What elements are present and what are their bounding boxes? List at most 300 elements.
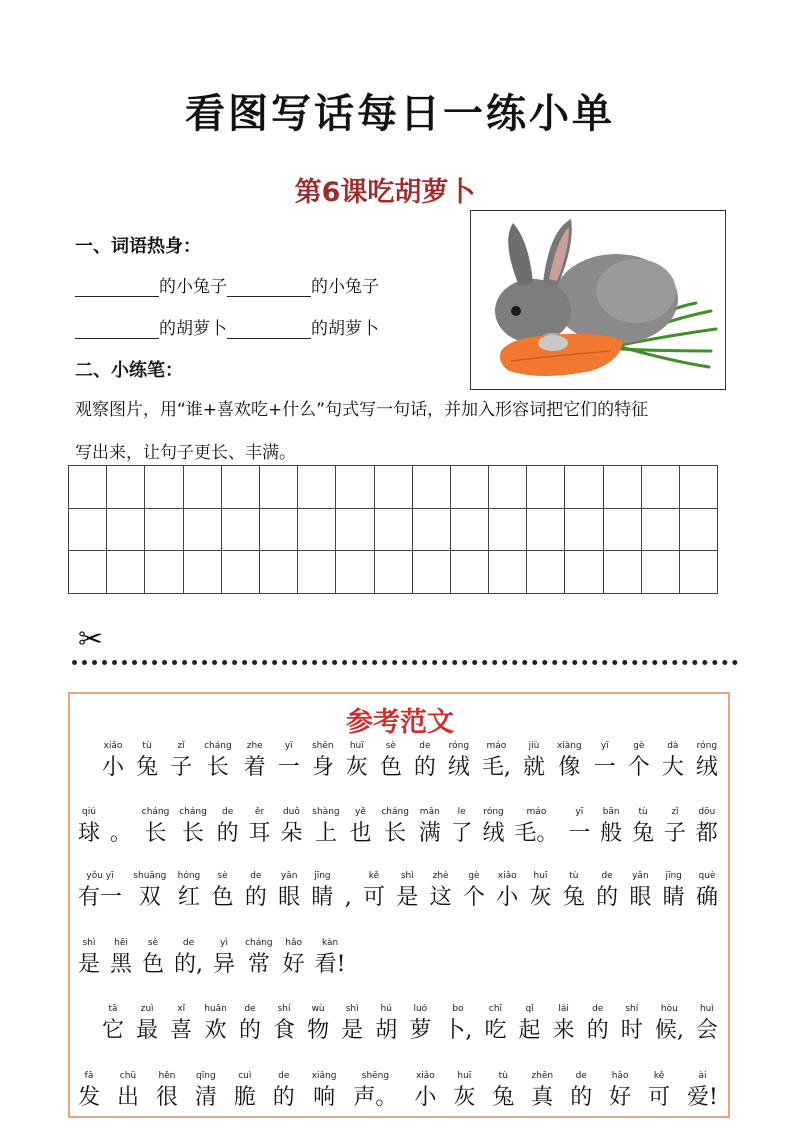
hanzi: 个: [627, 755, 650, 780]
pinyin-char: [629, 870, 651, 913]
pinyin: shì: [400, 871, 414, 881]
phrase: 的小兔子: [159, 277, 227, 297]
pinyin-char: [443, 1003, 472, 1046]
grid-cell[interactable]: [489, 466, 527, 509]
pinyin-char: [570, 1070, 592, 1113]
grid-cell[interactable]: [450, 551, 488, 594]
pinyin: yī: [575, 807, 584, 817]
pinyin: hēi: [114, 938, 128, 948]
hanzi: 一: [277, 755, 300, 780]
grid-cell[interactable]: [107, 551, 145, 594]
pinyin: xiǎo: [103, 741, 123, 751]
grid-cell[interactable]: [527, 508, 565, 551]
pinyin: de: [182, 938, 195, 948]
pinyin-char: [346, 740, 368, 783]
blank[interactable]: [227, 322, 311, 339]
pinyin: róng: [483, 807, 504, 817]
pinyin-char: [234, 1070, 256, 1113]
pinyin: huān: [204, 1004, 227, 1014]
pinyin: shí: [625, 1004, 639, 1014]
grid-row: [69, 508, 718, 551]
hanzi: 一: [568, 821, 591, 846]
grid-cell[interactable]: [680, 508, 718, 551]
pinyin-char: [663, 870, 685, 913]
pinyin: cháng: [245, 938, 273, 948]
hanzi: 眼: [629, 885, 652, 910]
pinyin-char: [179, 806, 207, 849]
pinyin-char: [409, 1003, 431, 1046]
pinyin: jiù: [528, 741, 540, 751]
hanzi: 喜: [170, 1018, 193, 1043]
pinyin-char: [78, 1070, 100, 1113]
pinyin: huì: [699, 1004, 714, 1014]
hanzi: 色: [142, 952, 165, 977]
pinyin: yì: [220, 938, 228, 948]
pinyin-char: [557, 740, 582, 783]
phrase: 的胡萝卜: [159, 319, 227, 339]
grid-cell[interactable]: [69, 466, 107, 509]
pinyin: huī: [349, 741, 364, 751]
hanzi: 物: [307, 1018, 330, 1043]
grid-cell[interactable]: [107, 508, 145, 551]
hanzi: 萝: [409, 1018, 432, 1043]
grid-cell[interactable]: [603, 466, 641, 509]
pinyin-char: [136, 740, 158, 783]
pinyin: yī: [284, 741, 293, 751]
pinyin-char: [380, 740, 402, 783]
grid-cell[interactable]: [259, 551, 297, 594]
pinyin-char: [696, 870, 718, 913]
pinyin: kě: [653, 1071, 665, 1081]
grid-cell[interactable]: [450, 508, 488, 551]
pinyin-char: [609, 1070, 631, 1113]
hanzi: 的: [244, 885, 267, 910]
pinyin-char: [483, 806, 505, 849]
pinyin-char: [78, 806, 100, 849]
grid-cell[interactable]: [69, 551, 107, 594]
grid-cell[interactable]: [450, 466, 488, 509]
pinyin: xiǎo: [497, 871, 517, 881]
pinyin-char: [568, 806, 590, 849]
hanzi: 确: [695, 885, 718, 910]
hanzi: 出: [116, 1085, 139, 1110]
pinyin-char: [142, 806, 170, 849]
pinyin: máo: [486, 741, 507, 751]
grid-cell[interactable]: [221, 508, 259, 551]
hanzi: 好: [282, 952, 305, 977]
hanzi: 很: [155, 1085, 178, 1110]
pinyin-char: [102, 1003, 124, 1046]
pinyin-char: [484, 1003, 506, 1046]
pinyin: hú: [380, 1004, 392, 1014]
pinyin: ài: [698, 1071, 707, 1081]
pinyin: wù: [311, 1004, 325, 1014]
hanzi: 异: [213, 952, 236, 977]
hanzi: 红: [177, 885, 200, 910]
pinyin: què: [698, 871, 716, 881]
pinyin-char: [687, 1070, 718, 1113]
hanzi: 好: [609, 1085, 632, 1110]
grid-cell[interactable]: [374, 551, 412, 594]
pinyin-char: [312, 1070, 337, 1113]
grid-cell[interactable]: [565, 508, 603, 551]
hanzi: 兔: [492, 1085, 515, 1110]
hanzi: 来: [552, 1018, 575, 1043]
hanzi: 灰: [453, 1085, 476, 1110]
hanzi: 会: [695, 1018, 718, 1043]
pinyin: de: [278, 1071, 290, 1081]
hanzi: 是: [78, 952, 101, 977]
hanzi: 一: [593, 755, 616, 780]
hanzi: 长: [384, 821, 407, 846]
pinyin: qīng: [196, 1071, 216, 1081]
hanzi: 睛: [311, 885, 334, 910]
pinyin: yǎn: [280, 871, 298, 881]
pinyin-char: [381, 806, 409, 849]
pinyin-char: [249, 806, 271, 849]
grid-cell[interactable]: [374, 508, 412, 551]
pinyin: duǒ: [282, 807, 300, 817]
pinyin: yǒu yī: [86, 871, 114, 881]
pinyin: máo: [526, 807, 547, 817]
hanzi: 欢: [204, 1018, 227, 1043]
pinyin: shuāng: [133, 871, 167, 881]
pinyin: xiǎng: [311, 1071, 337, 1081]
hanzi: 黑: [110, 952, 133, 977]
grid-cell[interactable]: [565, 466, 603, 509]
section2-heading: 二、小练笔：: [75, 360, 183, 381]
hanzi: 子: [663, 821, 686, 846]
hanzi: 满: [418, 821, 441, 846]
pinyin: gè: [468, 871, 480, 881]
pinyin-char: [217, 806, 239, 849]
grid-cell[interactable]: [221, 551, 259, 594]
hanzi: 发: [78, 1085, 101, 1110]
pinyin: xǐ: [177, 1004, 186, 1014]
grid-cell[interactable]: [374, 466, 412, 509]
grid-cell[interactable]: [221, 466, 259, 509]
pinyin: shēng: [361, 1071, 390, 1081]
grid-cell[interactable]: [145, 508, 183, 551]
pinyin: zǐ: [177, 741, 185, 751]
pinyin-char: [204, 1003, 227, 1046]
grid-cell[interactable]: [412, 551, 450, 594]
pinyin-char: [278, 870, 300, 913]
pinyin-char: [245, 937, 273, 980]
grid-cell[interactable]: [641, 508, 679, 551]
pinyin-char: [375, 1003, 397, 1046]
pinyin-char: [414, 1070, 436, 1113]
grid-cell[interactable]: [183, 466, 221, 509]
pinyin-char: [628, 740, 650, 783]
pinyin: hóng: [177, 871, 201, 881]
pinyin-char: [482, 740, 511, 783]
hanzi: 绒: [482, 821, 505, 846]
grid-cell[interactable]: [412, 508, 450, 551]
grid-row: [69, 551, 718, 594]
blank[interactable]: [75, 322, 159, 339]
grid-cell[interactable]: [259, 466, 297, 509]
hanzi: 色: [211, 885, 234, 910]
pinyin: sè: [147, 938, 159, 948]
hanzi: 这: [429, 885, 452, 910]
pinyin: xiàng: [556, 741, 582, 751]
hanzi: 声。: [353, 1085, 398, 1110]
hanzi: 的: [586, 1018, 609, 1043]
pinyin-char: [204, 740, 232, 783]
grid-cell[interactable]: [107, 466, 145, 509]
hanzi: 了: [450, 821, 473, 846]
hanzi: 个: [462, 885, 485, 910]
pinyin: qǐ: [525, 1004, 534, 1014]
pinyin-char: [419, 806, 441, 849]
hanzi: 绒: [695, 755, 718, 780]
grid-cell[interactable]: [336, 551, 374, 594]
grid-cell[interactable]: [336, 508, 374, 551]
hanzi: 兔: [562, 885, 585, 910]
pinyin: zuì: [140, 1004, 154, 1014]
pinyin-char: [496, 870, 518, 913]
hanzi: 胡: [375, 1018, 398, 1043]
pinyin-char: [529, 870, 551, 913]
pinyin-char: [78, 937, 100, 980]
pinyin-char: [596, 870, 618, 913]
pinyin-char: [696, 806, 718, 849]
hanzi: 卜,: [443, 1018, 473, 1043]
hanzi: 耳: [248, 821, 271, 846]
hanzi: ,: [344, 885, 352, 910]
pinyin: chū: [119, 1071, 137, 1081]
hanzi: 上: [314, 821, 337, 846]
pinyin-char: [463, 870, 485, 913]
grid-cell[interactable]: [489, 551, 527, 594]
pinyin: yǎn: [632, 871, 649, 881]
grid-cell[interactable]: [298, 466, 336, 509]
pinyin-char: [178, 870, 201, 913]
hanzi: 毛,: [481, 755, 511, 780]
grid-cell[interactable]: [412, 466, 450, 509]
pinyin: de: [222, 807, 234, 817]
pinyin: cuì: [238, 1071, 252, 1081]
grid-cell[interactable]: [298, 508, 336, 551]
hanzi: 子: [170, 755, 193, 780]
pinyin: sè: [217, 871, 228, 881]
hanzi: 双: [138, 885, 161, 910]
hanzi: 清: [194, 1085, 217, 1110]
pinyin-char: [587, 1003, 609, 1046]
pinyin-char: [514, 806, 558, 849]
pinyin-char: [664, 806, 686, 849]
pinyin: de: [592, 1004, 604, 1014]
pinyin: chī: [488, 1004, 503, 1014]
pinyin: hǎo: [285, 938, 303, 948]
grid-cell[interactable]: [527, 466, 565, 509]
pinyin: xiǎo: [415, 1071, 435, 1081]
pinyin-char: [353, 1070, 397, 1113]
pinyin-char: [102, 740, 124, 783]
hanzi: 是: [341, 1018, 364, 1043]
pinyin: tù: [498, 1071, 508, 1081]
grid-cell[interactable]: [565, 551, 603, 594]
pinyin-char: [273, 1070, 295, 1113]
pinyin: shàng: [312, 807, 340, 817]
hanzi: 大: [661, 755, 684, 780]
pinyin-char: [245, 870, 267, 913]
hanzi: 的: [596, 885, 619, 910]
pinyin: sè: [385, 741, 396, 751]
pinyin-char: [133, 870, 166, 913]
pinyin: cháng: [179, 807, 207, 817]
pinyin-char: [448, 740, 470, 783]
pinyin-char: [244, 740, 266, 783]
hanzi: 脆: [233, 1085, 256, 1110]
pinyin: hěn: [158, 1071, 176, 1081]
hanzi: 常: [247, 952, 270, 977]
pinyin-char: [430, 870, 452, 913]
pinyin: qiú: [82, 807, 96, 817]
hanzi: 起: [518, 1018, 541, 1043]
pinyin: jīng: [665, 871, 682, 881]
essay-line: [78, 937, 346, 980]
pinyin-char: [632, 806, 654, 849]
pinyin: róng: [448, 741, 470, 751]
pinyin-char: [212, 870, 234, 913]
grid-cell[interactable]: [527, 551, 565, 594]
pinyin-char: [453, 1070, 475, 1113]
pinyin-char: [195, 1070, 217, 1113]
pinyin: le: [457, 807, 466, 817]
pinyin: yī: [600, 741, 609, 751]
hanzi: 着: [243, 755, 266, 780]
hanzi: 毛。: [514, 821, 559, 846]
pinyin-char: [213, 937, 235, 980]
hanzi: 小: [414, 1085, 437, 1110]
pinyin-char: [273, 1003, 295, 1046]
grid-cell[interactable]: [145, 466, 183, 509]
pinyin-char: [594, 740, 616, 783]
pinyin: kě: [368, 871, 380, 881]
phrase: 的小兔子: [311, 277, 379, 297]
hanzi: 响: [313, 1085, 336, 1110]
hanzi: 长: [144, 821, 167, 846]
essay-line: [78, 870, 718, 913]
pinyin: cháng: [204, 741, 232, 751]
pinyin: bo: [452, 1004, 464, 1014]
pinyin: huī: [457, 1071, 472, 1081]
essay-line: [78, 1003, 718, 1046]
pinyin-char: [363, 870, 385, 913]
pinyin-char: [110, 937, 132, 980]
hanzi: 的: [272, 1085, 295, 1110]
pinyin: fā: [84, 1071, 94, 1081]
hanzi: 色: [379, 755, 402, 780]
grid-cell[interactable]: [680, 466, 718, 509]
pinyin: zhè: [432, 871, 449, 881]
grid-cell[interactable]: [298, 551, 336, 594]
hanzi: 候,: [654, 1018, 684, 1043]
essay-line: [78, 740, 718, 783]
pinyin: shì: [82, 938, 96, 948]
phrase: 的胡萝卜: [311, 319, 379, 339]
grid-cell[interactable]: [145, 551, 183, 594]
blank[interactable]: [75, 280, 159, 297]
grid-cell[interactable]: [183, 508, 221, 551]
pinyin: hòu: [660, 1004, 678, 1014]
pinyin-char: [345, 870, 352, 913]
grid-cell[interactable]: [680, 551, 718, 594]
pinyin-char: [170, 1003, 192, 1046]
grid-cell[interactable]: [603, 551, 641, 594]
pinyin-char: [696, 740, 718, 783]
hanzi: 眼: [278, 885, 301, 910]
pinyin-char: [451, 806, 473, 849]
hanzi: 最: [136, 1018, 159, 1043]
pinyin-char: [110, 806, 132, 849]
hanzi: 。: [109, 821, 132, 846]
instruction-line-2: 写出来，让句子更长、丰满。: [75, 443, 296, 463]
pinyin: huī: [533, 871, 548, 881]
pinyin-char: [315, 937, 346, 980]
grid-cell[interactable]: [69, 508, 107, 551]
pinyin: de: [419, 741, 431, 751]
pinyin: jīng: [314, 871, 331, 881]
hanzi: 时: [620, 1018, 643, 1043]
hanzi: 灰: [529, 885, 552, 910]
grid-cell[interactable]: [641, 551, 679, 594]
grid-cell[interactable]: [489, 508, 527, 551]
grid-row: [69, 466, 718, 509]
pinyin: ěr: [254, 807, 265, 817]
grid-cell[interactable]: [641, 466, 679, 509]
hanzi: 可: [648, 1085, 671, 1110]
grid-cell[interactable]: [183, 551, 221, 594]
pinyin-char: [531, 1070, 553, 1113]
grid-cell[interactable]: [336, 466, 374, 509]
pinyin: luó: [413, 1004, 428, 1014]
page-title: 看图写话每日一练小单: [185, 90, 615, 137]
pinyin-char: [78, 870, 122, 913]
grid-cell[interactable]: [603, 508, 641, 551]
hanzi: 的: [238, 1018, 261, 1043]
pinyin: tù: [569, 871, 579, 881]
hanzi: 球: [78, 821, 101, 846]
hanzi: 像: [558, 755, 581, 780]
pinyin-char: [519, 1003, 541, 1046]
hanzi: 食: [273, 1018, 296, 1043]
hanzi: 是: [396, 885, 419, 910]
scissors-icon: ✂: [78, 622, 104, 657]
pinyin-char: [349, 806, 371, 849]
pinyin: mǎn: [419, 807, 440, 817]
hanzi: 灰: [345, 755, 368, 780]
pinyin: kàn: [321, 938, 339, 948]
pinyin: dà: [667, 741, 679, 751]
pinyin: gè: [633, 741, 645, 751]
hanzi: 的: [216, 821, 239, 846]
pinyin: shí: [277, 1004, 291, 1014]
grid-cell[interactable]: [259, 508, 297, 551]
model-essay-heading: 参考范文: [346, 707, 454, 738]
pinyin-char: [648, 1070, 670, 1113]
pinyin-char: [553, 1003, 575, 1046]
hanzi: 身: [311, 755, 334, 780]
pinyin: tā: [108, 1004, 118, 1014]
hanzi: 的,: [174, 952, 204, 977]
hanzi: 睛: [662, 885, 685, 910]
lesson-title: 第6课吃胡萝卜: [294, 177, 476, 208]
blank[interactable]: [227, 280, 311, 297]
pinyin-char: [492, 1070, 514, 1113]
